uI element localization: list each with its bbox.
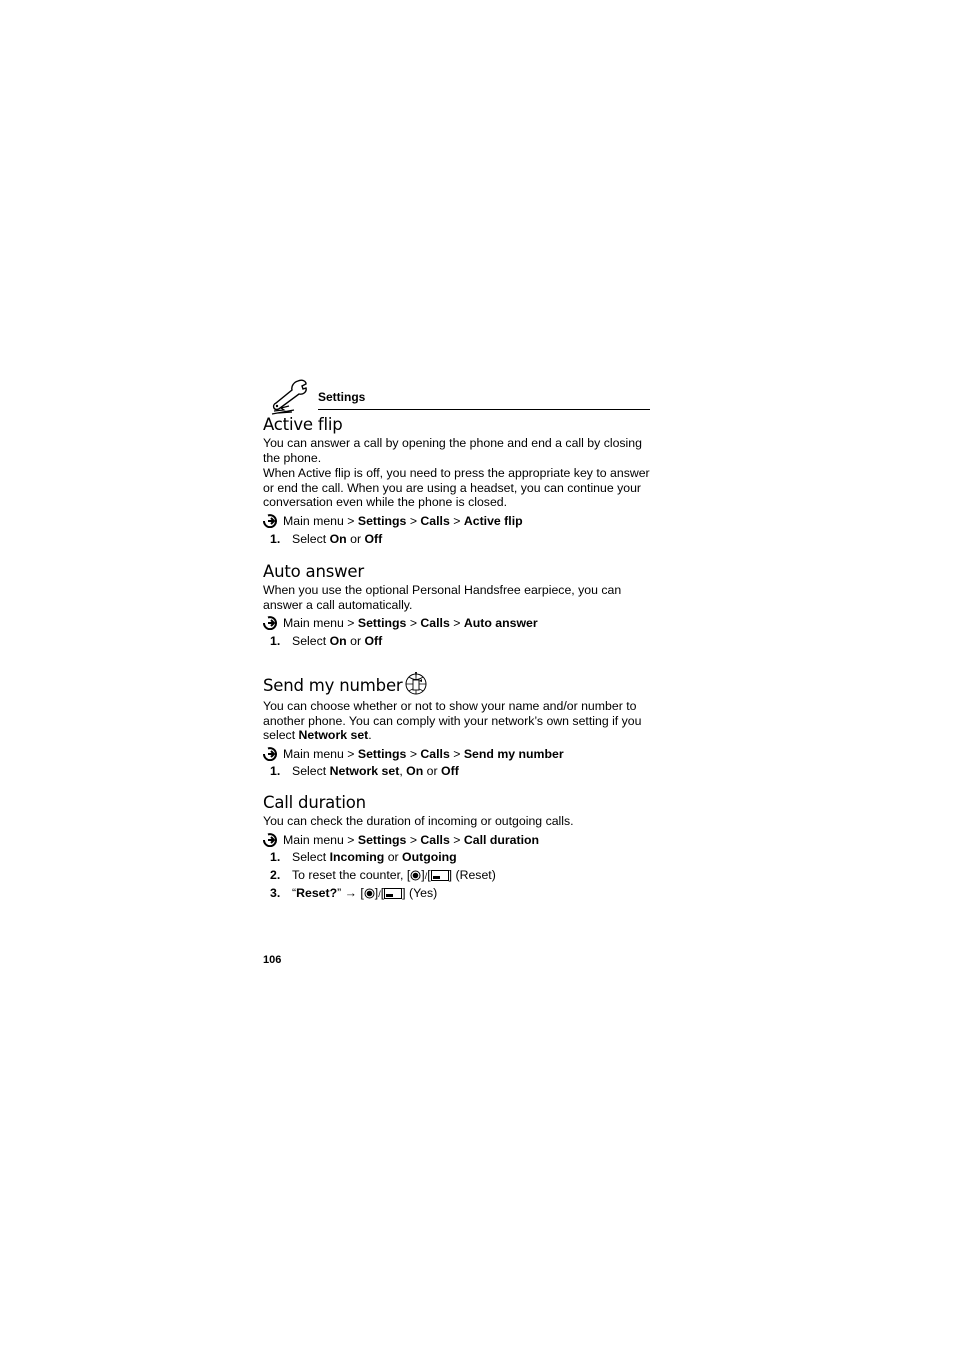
path-separator: > xyxy=(409,616,417,631)
path-separator: > xyxy=(453,832,461,847)
step-item xyxy=(263,634,653,649)
arrow-icon xyxy=(263,616,279,630)
header-rule xyxy=(318,409,650,410)
section-title: Active flip xyxy=(263,415,343,434)
section-title: Call duration xyxy=(263,793,366,812)
path-separator: > xyxy=(409,746,417,761)
path-separator: > xyxy=(409,513,417,528)
paragraph: You can choose whether or not to show your name and/or number to another phone. You can comply with your network’s own setting if you select Network set. xyxy=(263,699,642,743)
arrow-icon xyxy=(263,833,279,847)
step-text: or xyxy=(426,764,438,779)
path-item: Calls xyxy=(420,832,450,847)
step-text: (Reset) xyxy=(455,867,496,882)
option-incoming: Incoming xyxy=(329,850,385,865)
path-item: Settings xyxy=(357,832,407,847)
path-item: Send my number xyxy=(463,746,564,761)
steps-list xyxy=(263,634,653,649)
menu-path xyxy=(263,747,653,762)
center-key-icon xyxy=(364,888,375,899)
path-separator: > xyxy=(347,616,355,631)
section-active-flip xyxy=(263,415,653,549)
step-number: 1. xyxy=(270,764,281,779)
section-auto-answer xyxy=(263,562,653,651)
arrow-icon xyxy=(263,747,279,761)
path-item: Calls xyxy=(420,616,450,631)
center-key-icon xyxy=(410,870,421,881)
prompt-text: Reset? xyxy=(296,886,338,901)
section-title xyxy=(263,671,653,696)
step-text: Select xyxy=(292,764,327,779)
soft-key-icon xyxy=(384,888,402,899)
path-separator: > xyxy=(347,746,355,761)
arrow-right-icon: → xyxy=(344,886,357,901)
path-separator: > xyxy=(453,616,461,631)
step-text: Select xyxy=(292,633,327,648)
menu-path xyxy=(263,833,653,848)
step-item xyxy=(263,764,653,779)
section-send-my-number xyxy=(263,671,653,782)
step-text: or xyxy=(387,850,399,865)
path-item: Main menu xyxy=(283,616,344,631)
step-item xyxy=(263,532,653,547)
step-number: 2. xyxy=(270,867,281,882)
step-number: 1. xyxy=(270,850,281,865)
wrench-icon xyxy=(268,378,308,416)
paragraph: You can answer a call by opening the phone and end a call by closing the phone. xyxy=(263,436,642,465)
step-text: Select xyxy=(292,531,327,546)
arrow-icon xyxy=(263,514,279,528)
section-header-title: Settings xyxy=(318,390,366,404)
menu-path xyxy=(263,616,653,631)
path-item: Settings xyxy=(357,616,407,631)
steps-list xyxy=(263,850,653,902)
menu-path xyxy=(263,514,653,529)
steps-list xyxy=(263,532,653,547)
path-separator: > xyxy=(453,513,461,528)
path-item: Main menu xyxy=(283,746,344,761)
paragraph: You can check the duration of incoming or outgoing calls. xyxy=(263,814,574,828)
step-item xyxy=(263,850,653,865)
option-on: On xyxy=(329,633,347,648)
section-header xyxy=(263,378,653,411)
page-number: 106 xyxy=(263,954,282,966)
step-number: 1. xyxy=(270,633,281,648)
section-title-text: Send my number xyxy=(263,676,403,695)
path-item: Settings xyxy=(357,746,407,761)
step-text: , xyxy=(399,764,403,779)
option-off: Off xyxy=(364,531,383,546)
paragraph: When you use the optional Personal Handsfree earpiece, you can answer a call automatically. xyxy=(263,583,622,612)
step-text: or xyxy=(350,633,362,648)
path-item: Calls xyxy=(420,746,450,761)
manual-page xyxy=(263,378,653,901)
option-off: Off xyxy=(441,764,459,779)
step-number: 1. xyxy=(270,531,281,546)
path-item: Main menu xyxy=(283,832,344,847)
path-item: Calls xyxy=(420,513,450,528)
step-item: 2. To reset the counter, [ ]/[ ] (Reset) xyxy=(263,868,653,884)
option-network-set: Network set xyxy=(329,764,400,779)
steps-list xyxy=(263,764,653,779)
network-dependent-icon xyxy=(403,671,429,695)
section-title: Auto answer xyxy=(263,562,364,581)
path-item: Active flip xyxy=(463,513,523,528)
step-text: Select xyxy=(292,850,327,865)
path-separator: > xyxy=(347,832,355,847)
path-separator: > xyxy=(347,513,355,528)
path-item: Main menu xyxy=(283,513,344,528)
step-number: 3. xyxy=(270,886,281,901)
path-item: Call duration xyxy=(463,832,540,847)
path-item: Settings xyxy=(357,513,407,528)
option-outgoing: Outgoing xyxy=(402,850,457,865)
path-separator: > xyxy=(409,832,417,847)
section-call-duration xyxy=(263,793,653,905)
step-text: or xyxy=(350,531,362,546)
paragraph: When Active flip is off, you need to press the appropriate key to answer or end the call. When you are using a headset, you can continue your conversation even while the phone is closed. xyxy=(263,466,650,510)
option-on: On xyxy=(329,531,347,546)
path-item: Auto answer xyxy=(463,616,538,631)
option-off: Off xyxy=(364,633,383,648)
paragraph-text: You can choose whether or not to show your name and/or number to another phone. You can comply with your network’s own setting if you select xyxy=(263,699,642,743)
option-on: On xyxy=(406,764,424,779)
soft-key-icon xyxy=(431,870,449,881)
path-separator: > xyxy=(453,746,461,761)
step-item: 3. “Reset?” → [ ]/[ ] (Yes) xyxy=(263,886,653,902)
paragraph-bold: Network set xyxy=(298,728,369,743)
step-text: (Yes) xyxy=(408,886,438,901)
step-text: To reset the counter, xyxy=(292,867,404,882)
